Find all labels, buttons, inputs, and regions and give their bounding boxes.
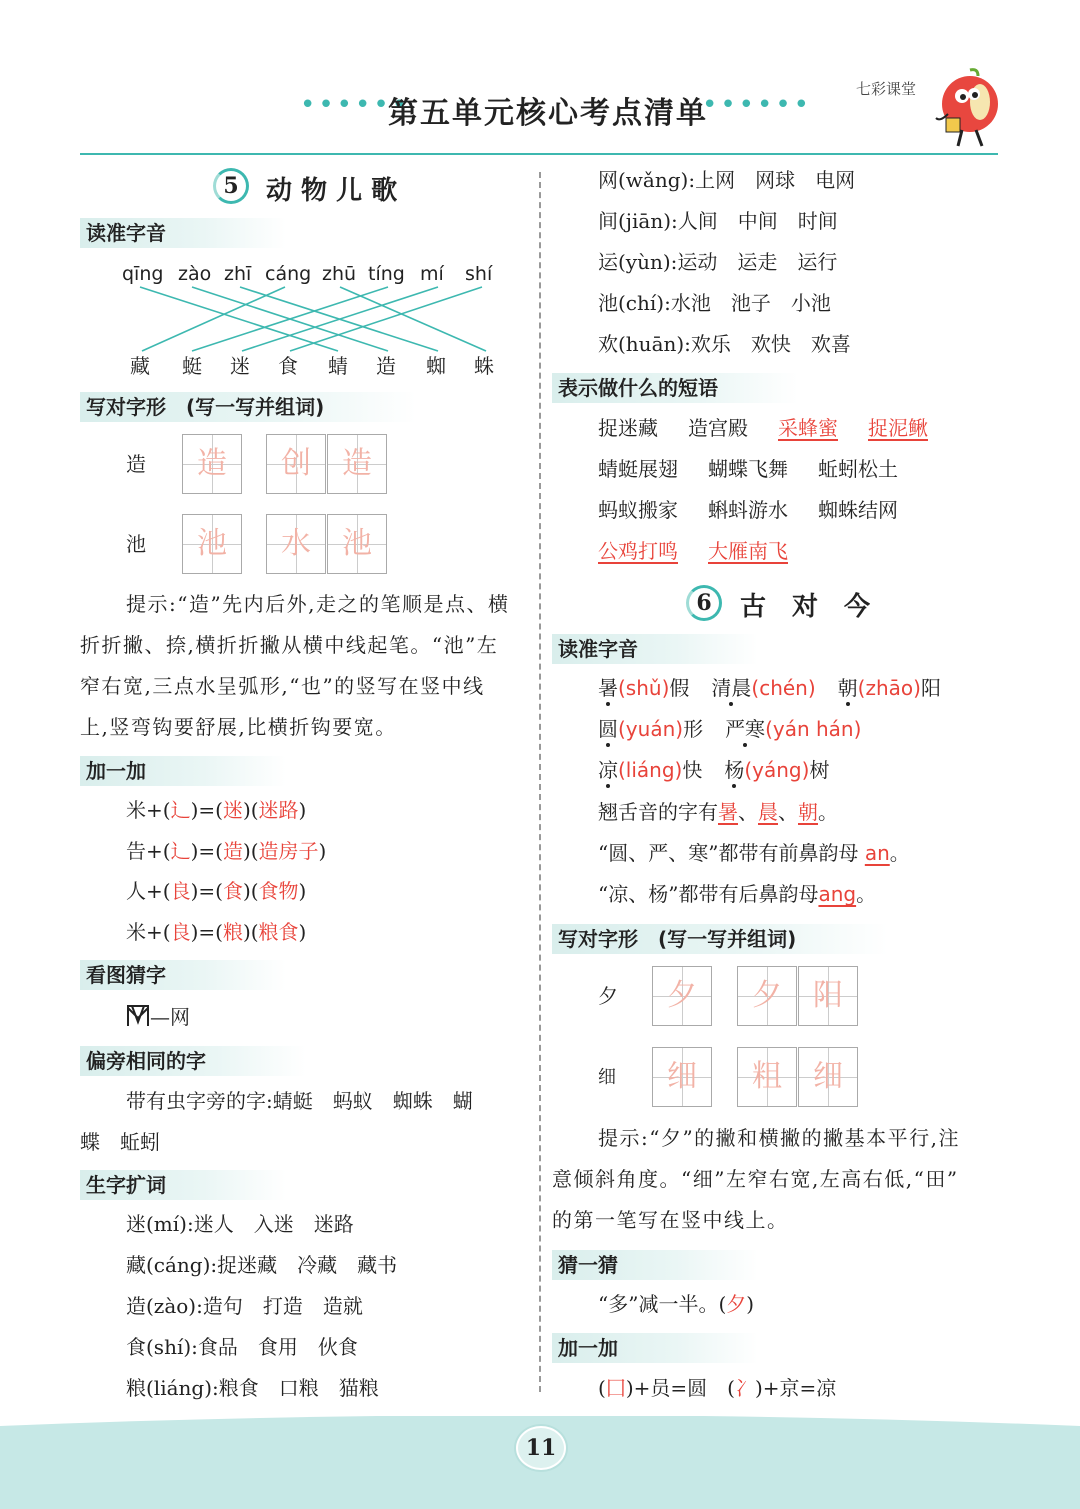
section-add: 加一加 — [80, 756, 286, 786]
tip-paragraph — [552, 1118, 1012, 1241]
phrase-row: 捉迷藏 造宫殿 采蜂蜜 捉泥鳅 — [598, 416, 928, 440]
char-1: 藏 — [130, 354, 150, 378]
writing-box: 水 — [266, 514, 326, 574]
char-8: 蛛 — [474, 354, 494, 378]
section-word-expansion: 生字扩词 — [80, 1170, 286, 1200]
tip-line: 的第一笔写在竖中线上。 — [552, 1208, 789, 1232]
char-3: 迷 — [230, 354, 250, 378]
read-note: “凉、杨”都带有后鼻韵母ang。 — [598, 882, 877, 906]
tip-line: 窄右宽,三点水呈弧形,“也”的竖写在竖中线 — [80, 674, 485, 698]
brand-label: 七彩课堂 — [856, 80, 917, 98]
writing-box: 造 — [327, 434, 387, 494]
title-dots-right: •••••• — [702, 90, 813, 120]
apple-mascot-icon — [926, 66, 1006, 148]
char-7: 蜘 — [426, 354, 446, 378]
section-read-pronunciation: 读准字音 — [80, 218, 286, 248]
writing-box: 阳 — [798, 966, 858, 1026]
radical-line-1: 带有虫字旁的字:蜻蜓 蚂蚁 蜘蛛 蝴 — [126, 1089, 473, 1113]
title-dots-left: •••••• — [300, 90, 411, 120]
net-pictograph-icon — [126, 1004, 150, 1028]
phrase-row: 蜻蜓展翅 蝴蝶飞舞 蚯蚓松土 — [598, 457, 898, 481]
write-label-xi2: 细 — [598, 1067, 616, 1088]
unit6-title: 古 对 今 — [740, 592, 871, 622]
tip-line: 意倾斜角度。“细”左窄右宽,左高右低,“田” — [552, 1167, 959, 1191]
read-row: 暑(shǔ)假 清晨(chén) 朝(zhāo)阳 — [598, 676, 941, 700]
matching-lines — [120, 285, 520, 355]
pinyin-2: zào — [178, 263, 212, 285]
writing-box: 细 — [652, 1047, 712, 1107]
tip-line: 提示:“夕”的撇和横撇的撇基本平行,注 — [598, 1126, 961, 1150]
section-same-radical: 偏旁相同的字 — [80, 1046, 306, 1076]
writing-box: 粗 — [737, 1047, 797, 1107]
write-label-chi: 池 — [126, 532, 146, 556]
riddle-line: “多”减一半。(夕) — [598, 1292, 755, 1316]
section-guess-by-picture: 看图猜字 — [80, 960, 286, 990]
read-row: 凉(liáng)快 杨(yáng)树 — [598, 758, 830, 782]
pinyin-6: tíng — [368, 263, 405, 285]
writing-box: 细 — [798, 1047, 858, 1107]
section-read-pronunciation: 读准字音 — [552, 634, 758, 664]
unit5-title: 动 物 儿 歌 — [266, 176, 398, 206]
expand-row: 运(yùn):运动 运走 运行 — [598, 250, 838, 274]
char-5: 蜻 — [328, 354, 348, 378]
read-row: 圆(yuán)形 严寒(yán hán) — [598, 717, 862, 741]
expand-row: 粮(liáng):粮食 口粮 猫粮 — [126, 1376, 379, 1400]
char-2: 蜓 — [182, 354, 202, 378]
write-label-zao: 造 — [126, 452, 146, 476]
writing-box: 创 — [266, 434, 326, 494]
expand-row: 藏(cáng):捉迷藏 冷藏 藏书 — [126, 1253, 398, 1277]
add-row: 人+(良)=(食)(食物) — [126, 879, 307, 903]
char-6: 造 — [376, 354, 396, 378]
expand-row: 欢(huān):欢乐 欢快 欢喜 — [598, 332, 851, 356]
writing-box: 池 — [182, 514, 242, 574]
section-add: 加一加 — [552, 1333, 758, 1363]
section-action-phrases: 表示做什么的短语 — [552, 373, 798, 403]
unit6-number-badge: 6 — [686, 585, 722, 621]
pinyin-4: cáng — [265, 263, 312, 285]
section-write-correctly: 写对字形 (写一写并组词) — [80, 392, 416, 422]
page-title: 第五单元核心考点清单 — [388, 96, 708, 131]
writing-box: 造 — [182, 434, 242, 494]
add-row: 米+(辶)=(迷)(迷路) — [126, 798, 307, 822]
pinyin-3: zhī — [224, 263, 252, 285]
pinyin-1: qīng — [122, 263, 164, 285]
pinyin-5: zhū — [322, 263, 357, 285]
writing-box: 池 — [327, 514, 387, 574]
unit5-number-badge: 5 — [213, 168, 249, 204]
add-row: (囗)+员=圆 (冫)+京=凉 — [598, 1376, 837, 1400]
read-note: “圆、严、寒”都带有前鼻韵母 an。 — [598, 841, 910, 865]
write-label-xi: 夕 — [598, 984, 618, 1008]
tip-line: 折折撇、捺,横折折撇从横中线起笔。“池”左 — [80, 633, 499, 657]
expand-row: 网(wǎng):上网 网球 电网 — [598, 168, 856, 192]
expand-row: 池(chí):水池 池子 小池 — [598, 291, 831, 315]
page-number: 11 — [525, 1435, 557, 1461]
char-4: 食 — [278, 354, 298, 378]
tip-paragraph — [80, 584, 540, 748]
expand-row: 间(jiān):人间 中间 时间 — [598, 209, 838, 233]
tip-line: 上,竖弯钩要舒展,比横折钩要宽。 — [80, 715, 397, 739]
header-divider — [80, 153, 998, 155]
pinyin-7: mí — [420, 263, 444, 285]
writing-box: 夕 — [652, 966, 712, 1026]
page-number-badge — [516, 1426, 566, 1470]
section-riddle: 猜一猜 — [552, 1250, 758, 1280]
phrase-row: 蚂蚁搬家 蝌蚪游水 蜘蛛结网 — [598, 498, 898, 522]
section-write-correctly: 写对字形 (写一写并组词) — [552, 924, 888, 954]
expand-row: 造(zào):造句 打造 造就 — [126, 1294, 363, 1318]
pinyin-8: shí — [465, 263, 493, 285]
phrase-row: 公鸡打鸣 大雁南飞 — [598, 539, 788, 563]
expand-row: 食(shí):食品 食用 伙食 — [126, 1335, 358, 1359]
column-divider — [539, 172, 541, 1392]
guess-answer: —网 — [150, 1005, 190, 1029]
expand-row: 迷(mí):迷人 入迷 迷路 — [126, 1212, 354, 1236]
add-row: 告+(辶)=(造)(造房子) — [126, 839, 327, 863]
read-note: 翘舌音的字有暑、晨、朝。 — [598, 800, 838, 824]
add-row: 米+(良)=(粮)(粮食) — [126, 920, 307, 944]
writing-box: 夕 — [737, 966, 797, 1026]
radical-line-2: 蝶 蚯蚓 — [80, 1130, 160, 1154]
tip-line: 提示:“造”先内后外,走之的笔顺是点、横 — [126, 592, 510, 616]
